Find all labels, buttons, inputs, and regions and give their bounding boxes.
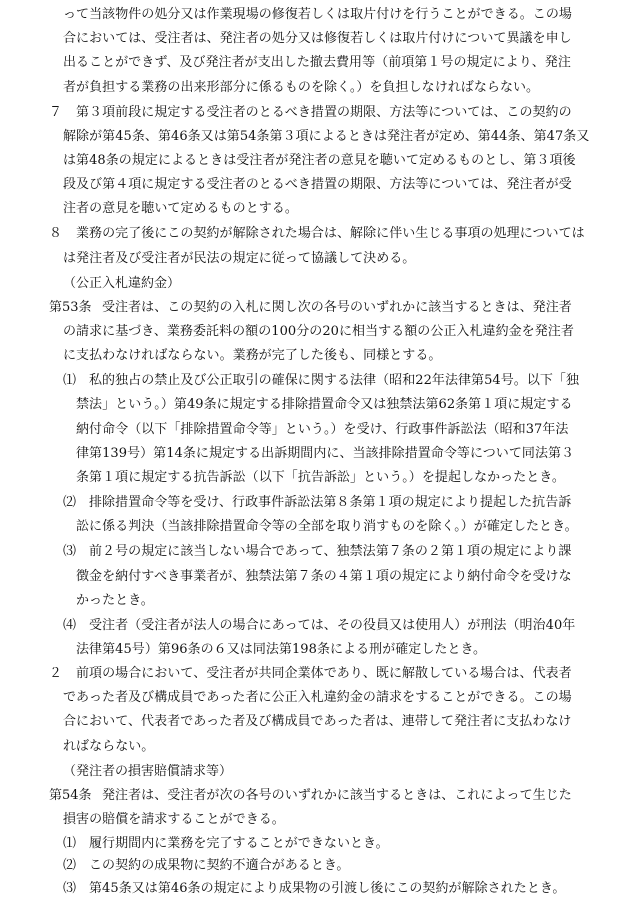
paragraph-number: ２ (49, 666, 63, 682)
text-line: 合において、代表者であった者及び構成員であった者は、連帯して発注者に支払わなけ (63, 714, 572, 730)
text-line: かったとき。 (76, 592, 154, 608)
article-number: 第53条 (49, 299, 92, 315)
text-line: 段及び第４項に規定する受注者のとるべき措置の期限、方法等については、発注者が受 (63, 177, 572, 193)
text-line: 業務の完了後にこの契約が解除された場合は、解除に伴い生じる事項の処理については (76, 226, 585, 242)
article-heading: （発注者の損害賠償請求等） (63, 763, 233, 779)
text-line: の請求に基づき、業務委託料の額の100分の20に相当する額の公正入札違約金を発注者 (63, 324, 574, 339)
text-line: 者が負担する業務の出来形部分に係るものを除く。）を負担しなければならない。 (63, 79, 540, 95)
item-number: ⑵ (63, 858, 77, 874)
item-number: ⑵ (63, 495, 77, 511)
text-line: 出ることができず、及び発注者が支出した撤去費用等（前項第１号の規定により、発注 (63, 55, 571, 71)
text-line: 訟に係る判決（当該排除措置命令等の全部を取り消すものを除く。）が確定したとき。 (76, 519, 578, 535)
text-line: であった者及び構成員であった者に公正入札違約金の請求をすることができる。この場 (63, 690, 572, 706)
text-line: 損害の賠償を請求することができる。 (63, 812, 285, 828)
text-line: 前２号の規定に該当しない場合であって、独禁法第７条の２第１項の規定により課 (89, 544, 572, 560)
item-number: ⑴ (63, 836, 77, 852)
text-line: 徴金を納付すべき事業者が、独禁法第７条の４第１項の規定により納付命令を受けな (76, 568, 572, 584)
text-line: は第48条の規定によるときは受注者が発注者の意見を聴いて定めるものとし、第３項後 (63, 152, 576, 168)
text-line: この契約の成果物に契約不適合があるとき。 (89, 858, 350, 874)
text-line: 条第１項に規定する抗告訴訟（以下「抗告訴訟」という。）を提起しなかったとき。 (76, 469, 565, 485)
paragraph-number: ８ (49, 226, 63, 242)
article-number: 第54条 (49, 787, 92, 803)
text-line: ればならない。 (63, 738, 155, 754)
text-line: に支払わなければならない。業務が完了した後も、同様とする。 (63, 348, 442, 364)
text-line: 発注者は、受注者が次の各号のいずれかに該当するときは、これによって生じた (102, 787, 572, 803)
text-line: 律第139号）第14条に規定する出訴期間内に、当該排除措置命令等について同法第３ (76, 445, 575, 461)
text-line: 受注者は、この契約の入札に関し次の各号のいずれかに該当するときは、発注者 (102, 299, 572, 315)
item-number: ⑷ (63, 617, 77, 633)
text-line: 解除が第45条、第46条又は第54条第３項によるときは発注者が定め、第44条、第47条又 (63, 128, 590, 144)
text-line: 注者の意見を聴いて定めるものとする。 (63, 201, 298, 217)
text-line: 第３項前段に規定する受注者のとるべき措置の期限、方法等については、この契約の (76, 104, 572, 120)
text-line: 第45条又は第46条の規定により成果物の引渡し後にこの契約が解除されたとき。 (89, 880, 566, 896)
text-line: 禁法」という。）第49条に規定する排除措置命令又は独禁法第62条第１項に規定する (76, 397, 573, 413)
item-number: ⑶ (63, 880, 77, 896)
text-line: 前項の場合において、受注者が共同企業体であり、既に解散している場合は、代表者 (76, 666, 572, 682)
text-line: 履行期間内に業務を完了することができないとき。 (89, 836, 389, 852)
paragraph-number: ７ (49, 104, 63, 120)
text-line: 私的独占の禁止及び公正取引の確保に関する法律（昭和22年法律第54号。以下「独 (89, 373, 580, 389)
text-line: 合においては、受注者は、発注者の処分又は修復若しくは取片付けについて異議を申し (63, 31, 572, 47)
item-number: ⑶ (63, 544, 77, 560)
text-line: 受注者（受注者が法人の場合にあっては、その役員又は使用人）が刑法（明治40年 (89, 617, 576, 633)
article-heading: （公正入札違約金） (63, 275, 181, 291)
text-line: って当該物件の処分又は作業現場の修復若しくは取片付けを行うことができる。この場 (63, 7, 572, 22)
text-line: 法律第45号）第96条の６又は同法第198条による刑が確定したとき。 (76, 642, 487, 657)
text-line: は発注者及び受注者が民法の規定に従って協議して決める。 (63, 250, 416, 266)
text-line: 納付命令（以下「排除措置命令等」という。）を受け、行政事件訴訟法（昭和37年法 (76, 421, 569, 437)
item-number: ⑴ (63, 373, 77, 389)
text-line: 排除措置命令等を受け、行政事件訴訟法第８条第１項の規定により提起した抗告訴 (89, 495, 572, 511)
